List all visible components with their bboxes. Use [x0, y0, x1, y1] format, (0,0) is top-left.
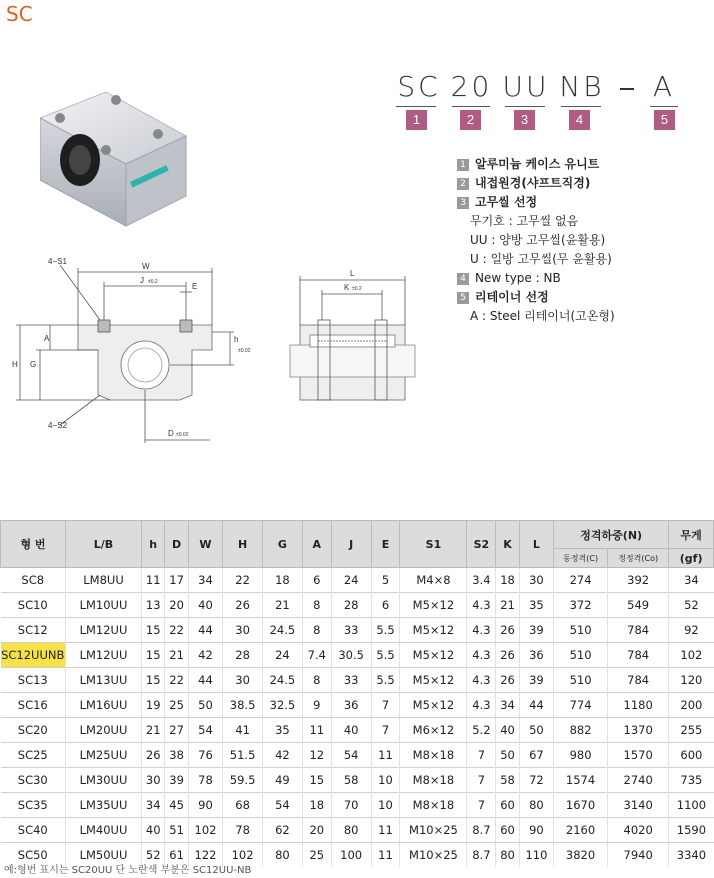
table-cell: 35: [519, 593, 553, 618]
table-cell: LM10UU: [66, 593, 142, 618]
table-cell: 18: [496, 568, 519, 593]
table-cell: M8×18: [400, 768, 467, 793]
table-cell: 52: [669, 593, 714, 618]
table-cell: 36: [519, 643, 553, 668]
table-cell: 18: [263, 568, 303, 593]
table-cell: 26: [496, 618, 519, 643]
table-cell: 1590: [669, 818, 714, 843]
table-cell: 51: [165, 818, 188, 843]
table-cell: 2740: [608, 768, 669, 793]
table-cell: 8: [302, 668, 331, 693]
table-cell: 67: [519, 743, 553, 768]
table-cell: 24: [263, 643, 303, 668]
col-header-h: H: [223, 521, 263, 568]
table-cell: 92: [669, 618, 714, 643]
table-cell: 34: [496, 693, 519, 718]
table-cell: 110: [519, 843, 553, 868]
table-cell: 7.4: [302, 643, 331, 668]
table-cell: 39: [519, 618, 553, 643]
label-s2: 4−S2: [48, 421, 67, 430]
table-cell: 4.3: [467, 693, 496, 718]
table-cell: 1180: [608, 693, 669, 718]
table-cell: 54: [263, 793, 303, 818]
col-header-d: D: [165, 521, 188, 568]
table-cell: LM25UU: [66, 743, 142, 768]
table-cell: 42: [263, 743, 303, 768]
table-cell: 61: [165, 843, 188, 868]
table-cell: 28: [331, 593, 371, 618]
table-cell: 26: [496, 668, 519, 693]
table-cell: 19: [142, 693, 165, 718]
table-row: [1, 643, 714, 668]
table-cell: 42: [188, 643, 222, 668]
table-cell: 4.3: [467, 593, 496, 618]
front-view: [16, 265, 234, 443]
table-cell: 21: [263, 593, 303, 618]
label-k: K: [344, 283, 350, 292]
code-part-type: NB: [559, 70, 605, 103]
table-cell: 90: [519, 818, 553, 843]
dimension-drawings: [0, 240, 430, 450]
table-cell: 80: [496, 843, 519, 868]
table-cell: 3340: [669, 843, 714, 868]
table-cell: 980: [554, 743, 608, 768]
table-cell: LM40UU: [66, 818, 142, 843]
table-cell: 54: [188, 718, 222, 743]
table-cell: 5.5: [371, 618, 400, 643]
label-d-tol: ±0.02: [176, 432, 189, 438]
table-cell: 735: [669, 768, 714, 793]
table-cell: 25: [165, 693, 188, 718]
col-header-j: J: [331, 521, 371, 568]
table-cell: M5×12: [400, 618, 467, 643]
table-cell: 17: [165, 568, 188, 593]
table-cell: 392: [608, 568, 669, 593]
table-cell: 26: [142, 743, 165, 768]
table-cell: 4.3: [467, 643, 496, 668]
table-cell: 59.5: [223, 768, 263, 793]
table-row: [1, 743, 714, 768]
table-cell: 58: [331, 768, 371, 793]
table-cell: 50: [496, 743, 519, 768]
label-e: E: [192, 282, 198, 291]
table-cell: 8: [302, 593, 331, 618]
table-cell: 9: [302, 693, 331, 718]
table-cell: 76: [188, 743, 222, 768]
page-title: SC: [6, 2, 33, 26]
table-cell: 120: [669, 668, 714, 693]
code-part-series: SC: [397, 70, 441, 103]
table-cell: M5×12: [400, 693, 467, 718]
code-num-3: 3: [514, 110, 535, 130]
table-cell: M4×8: [400, 568, 467, 593]
table-row: [1, 593, 714, 618]
table-cell: 4.3: [467, 668, 496, 693]
cell-model: SC20: [1, 718, 66, 743]
product-photo: [40, 90, 190, 230]
legend-sub-5-1: A : Steel 리테이너(고온형): [470, 309, 615, 323]
table-cell: 38: [165, 743, 188, 768]
table-cell: 8.7: [467, 843, 496, 868]
cell-model: SC8: [1, 568, 66, 593]
table-cell: 78: [188, 768, 222, 793]
table-cell: 7: [371, 718, 400, 743]
code-part-seal: UU: [502, 70, 550, 103]
table-cell: 50: [519, 718, 553, 743]
table-cell: 102: [188, 818, 222, 843]
table-cell: M10×25: [400, 843, 467, 868]
table-cell: 510: [554, 618, 608, 643]
table-cell: 7: [467, 793, 496, 818]
table-cell: 882: [554, 718, 608, 743]
legend-item-1: 알루미늄 케이스 유니트: [475, 157, 600, 171]
table-cell: 549: [608, 593, 669, 618]
table-cell: 24.5: [263, 668, 303, 693]
table-cell: 784: [608, 668, 669, 693]
table-row: [1, 668, 714, 693]
table-cell: 21: [142, 718, 165, 743]
table-cell: 372: [554, 593, 608, 618]
spec-table: [0, 520, 714, 867]
table-cell: 13: [142, 593, 165, 618]
table-cell: M10×25: [400, 818, 467, 843]
table-cell: 40: [188, 593, 222, 618]
col-header-e: E: [371, 521, 400, 568]
legend-item-3: 고무씰 선정: [475, 195, 538, 209]
legend-item-2: 내접원경(샤프트직경): [475, 176, 591, 190]
legend-badge-2: 2: [457, 178, 469, 190]
code-num-2: 2: [460, 110, 481, 130]
col-header-a: A: [302, 521, 331, 568]
label-j: J: [140, 276, 144, 285]
legend-item-4: New type : NB: [475, 271, 561, 285]
cell-model: SC13: [1, 668, 66, 693]
table-cell: 510: [554, 643, 608, 668]
code-num-5: 5: [654, 110, 675, 130]
table-cell: LM13UU: [66, 668, 142, 693]
table-row: [1, 618, 714, 643]
table-cell: 11: [302, 718, 331, 743]
col-header-w: W: [188, 521, 222, 568]
table-cell: 22: [223, 568, 263, 593]
table-cell: M5×12: [400, 593, 467, 618]
cell-model: SC30: [1, 768, 66, 793]
table-cell: 7: [371, 693, 400, 718]
table-cell: 40: [331, 718, 371, 743]
cell-model: SC12: [1, 618, 66, 643]
label-hh: h: [234, 335, 239, 344]
table-cell: 102: [669, 643, 714, 668]
table-cell: LM20UU: [66, 718, 142, 743]
col-header-k: K: [496, 521, 519, 568]
col-header-s1: S1: [400, 521, 467, 568]
table-cell: 122: [188, 843, 222, 868]
table-cell: 5: [371, 568, 400, 593]
table-cell: 39: [165, 768, 188, 793]
table-cell: LM12UU: [66, 643, 142, 668]
label-s1: 4−S1: [48, 257, 67, 266]
table-cell: M6×12: [400, 718, 467, 743]
table-cell: 44: [519, 693, 553, 718]
code-num-4: 4: [569, 110, 590, 130]
label-a: A: [44, 334, 50, 343]
code-num-1: 1: [406, 110, 427, 130]
table-cell: 20: [302, 818, 331, 843]
label-j-tol: ±0.2: [148, 279, 158, 285]
table-cell: 24: [331, 568, 371, 593]
table-cell: 80: [263, 843, 303, 868]
table-cell: M5×12: [400, 643, 467, 668]
col-header-dynamic-load: 동정격(C): [554, 549, 608, 568]
table-cell: 68: [223, 793, 263, 818]
table-cell: 40: [496, 718, 519, 743]
col-header-weight-unit: (gf): [669, 549, 714, 568]
table-cell: LM12UU: [66, 618, 142, 643]
table-cell: 38.5: [223, 693, 263, 718]
legend-sub-3-3: U : 일방 고무씰(무 윤활용): [470, 252, 612, 266]
table-cell: 3820: [554, 843, 608, 868]
table-cell: M5×12: [400, 668, 467, 693]
table-cell: M8×18: [400, 743, 467, 768]
table-cell: LM8UU: [66, 568, 142, 593]
legend-badge-1: 1: [457, 159, 469, 171]
code-dash: [620, 88, 634, 90]
table-cell: 12: [302, 743, 331, 768]
table-cell: 255: [669, 718, 714, 743]
table-cell: 25: [302, 843, 331, 868]
table-cell: 100: [331, 843, 371, 868]
legend-badge-4: 4: [457, 273, 469, 285]
legend-badge-5: 5: [457, 292, 469, 304]
table-cell: 10: [371, 768, 400, 793]
table-cell: 11: [371, 743, 400, 768]
table-cell: 8.7: [467, 818, 496, 843]
side-view: [290, 276, 415, 400]
table-cell: 7: [467, 768, 496, 793]
table-cell: 20: [165, 593, 188, 618]
col-header-model: 형 번: [1, 521, 66, 568]
table-cell: 600: [669, 743, 714, 768]
code-part-size: 20: [450, 70, 493, 103]
cell-model: SC40: [1, 818, 66, 843]
table-cell: 54: [331, 743, 371, 768]
table-cell: 70: [331, 793, 371, 818]
table-cell: 36: [331, 693, 371, 718]
table-cell: 34: [669, 568, 714, 593]
table-cell: 11: [142, 568, 165, 593]
col-header-lb: L/B: [66, 521, 142, 568]
table-cell: 15: [142, 618, 165, 643]
table-cell: 5.5: [371, 643, 400, 668]
table-cell: 22: [165, 618, 188, 643]
table-row: [1, 768, 714, 793]
table-cell: 1574: [554, 768, 608, 793]
table-cell: 18: [302, 793, 331, 818]
table-cell: 4020: [608, 818, 669, 843]
table-cell: 1670: [554, 793, 608, 818]
label-hh-tol: ±0.02: [238, 348, 251, 354]
label-k-tol: ±0.2: [352, 286, 362, 292]
table-cell: 15: [142, 643, 165, 668]
col-header-weight: 무게: [669, 521, 714, 549]
cell-model: SC12UUNB: [1, 643, 66, 668]
table-cell: 60: [496, 793, 519, 818]
table-cell: 4.3: [467, 618, 496, 643]
table-cell: 11: [371, 843, 400, 868]
table-cell: 1570: [608, 743, 669, 768]
table-cell: 24.5: [263, 618, 303, 643]
legend-sub-3-2: UU : 양방 고무씰(윤활용): [470, 233, 606, 247]
col-header-h-small: h: [142, 521, 165, 568]
table-cell: 60: [496, 818, 519, 843]
table-cell: 3140: [608, 793, 669, 818]
table-cell: 80: [519, 793, 553, 818]
table-cell: 39: [519, 668, 553, 693]
table-cell: 6: [302, 568, 331, 593]
table-cell: 80: [331, 818, 371, 843]
label-w: W: [142, 262, 150, 271]
table-cell: 15: [302, 768, 331, 793]
table-cell: 30: [142, 768, 165, 793]
table-cell: LM50UU: [66, 843, 142, 868]
table-cell: 22: [165, 668, 188, 693]
table-cell: 34: [142, 793, 165, 818]
table-cell: 784: [608, 618, 669, 643]
table-cell: 7940: [608, 843, 669, 868]
table-cell: 510: [554, 668, 608, 693]
code-legend: [457, 155, 615, 326]
table-cell: 30: [223, 618, 263, 643]
table-cell: 1370: [608, 718, 669, 743]
table-cell: M8×18: [400, 793, 467, 818]
label-d: D: [168, 429, 174, 438]
table-cell: 30.5: [331, 643, 371, 668]
cell-model: SC50: [1, 843, 66, 868]
label-l: L: [350, 269, 355, 278]
table-cell: 15: [142, 668, 165, 693]
table-cell: 5.2: [467, 718, 496, 743]
table-cell: 58: [496, 768, 519, 793]
col-header-load: 정격하중(N): [554, 521, 669, 549]
col-header-s2: S2: [467, 521, 496, 568]
table-cell: 33: [331, 618, 371, 643]
table-cell: 72: [519, 768, 553, 793]
legend-badge-3: 3: [457, 197, 469, 209]
col-header-static-load: 정정격(Co): [608, 549, 669, 568]
footnote: 예:형번 표시는 SC20UU 단 노란색 부분은 SC12UU-NB: [4, 865, 252, 876]
table-cell: 50: [188, 693, 222, 718]
table-cell: 28: [223, 643, 263, 668]
table-row: [1, 568, 714, 593]
table-cell: 62: [263, 818, 303, 843]
table-cell: 33: [331, 668, 371, 693]
table-cell: 11: [371, 818, 400, 843]
cell-model: SC35: [1, 793, 66, 818]
table-cell: 21: [165, 643, 188, 668]
table-cell: 7: [467, 743, 496, 768]
cell-model: SC10: [1, 593, 66, 618]
table-row: [1, 818, 714, 843]
table-cell: 49: [263, 768, 303, 793]
table-cell: 200: [669, 693, 714, 718]
cell-model: SC16: [1, 693, 66, 718]
table-cell: 78: [223, 818, 263, 843]
table-cell: 8: [302, 618, 331, 643]
table-cell: 40: [142, 818, 165, 843]
col-header-l: L: [519, 521, 553, 568]
table-cell: LM30UU: [66, 768, 142, 793]
table-cell: 26: [496, 643, 519, 668]
table-cell: 44: [188, 618, 222, 643]
table-cell: 30: [223, 668, 263, 693]
table-cell: 5.5: [371, 668, 400, 693]
table-cell: 45: [165, 793, 188, 818]
legend-sub-3-1: 무기호 : 고무씰 없음: [470, 214, 579, 228]
table-cell: 774: [554, 693, 608, 718]
table-cell: LM16UU: [66, 693, 142, 718]
label-h: H: [12, 360, 18, 369]
table-cell: 52: [142, 843, 165, 868]
label-g: G: [30, 360, 37, 369]
table-cell: 90: [188, 793, 222, 818]
table-cell: 2160: [554, 818, 608, 843]
table-cell: 274: [554, 568, 608, 593]
table-row: [1, 793, 714, 818]
table-cell: 21: [496, 593, 519, 618]
table-cell: 34: [188, 568, 222, 593]
table-cell: 35: [263, 718, 303, 743]
table-cell: 51.5: [223, 743, 263, 768]
table-row: [1, 718, 714, 743]
table-row: [1, 693, 714, 718]
table-cell: 27: [165, 718, 188, 743]
table-cell: 10: [371, 793, 400, 818]
table-cell: 44: [188, 668, 222, 693]
table-cell: 26: [223, 593, 263, 618]
col-header-g: G: [263, 521, 303, 568]
table-cell: LM35UU: [66, 793, 142, 818]
table-cell: 102: [223, 843, 263, 868]
table-cell: 32.5: [263, 693, 303, 718]
table-cell: 41: [223, 718, 263, 743]
legend-item-5: 리테이너 선정: [475, 290, 549, 304]
table-cell: 30: [519, 568, 553, 593]
code-part-retainer: A: [652, 70, 676, 103]
cell-model: SC25: [1, 743, 66, 768]
table-cell: 1100: [669, 793, 714, 818]
table-cell: 784: [608, 643, 669, 668]
table-cell: 6: [371, 593, 400, 618]
table-cell: 3.4: [467, 568, 496, 593]
